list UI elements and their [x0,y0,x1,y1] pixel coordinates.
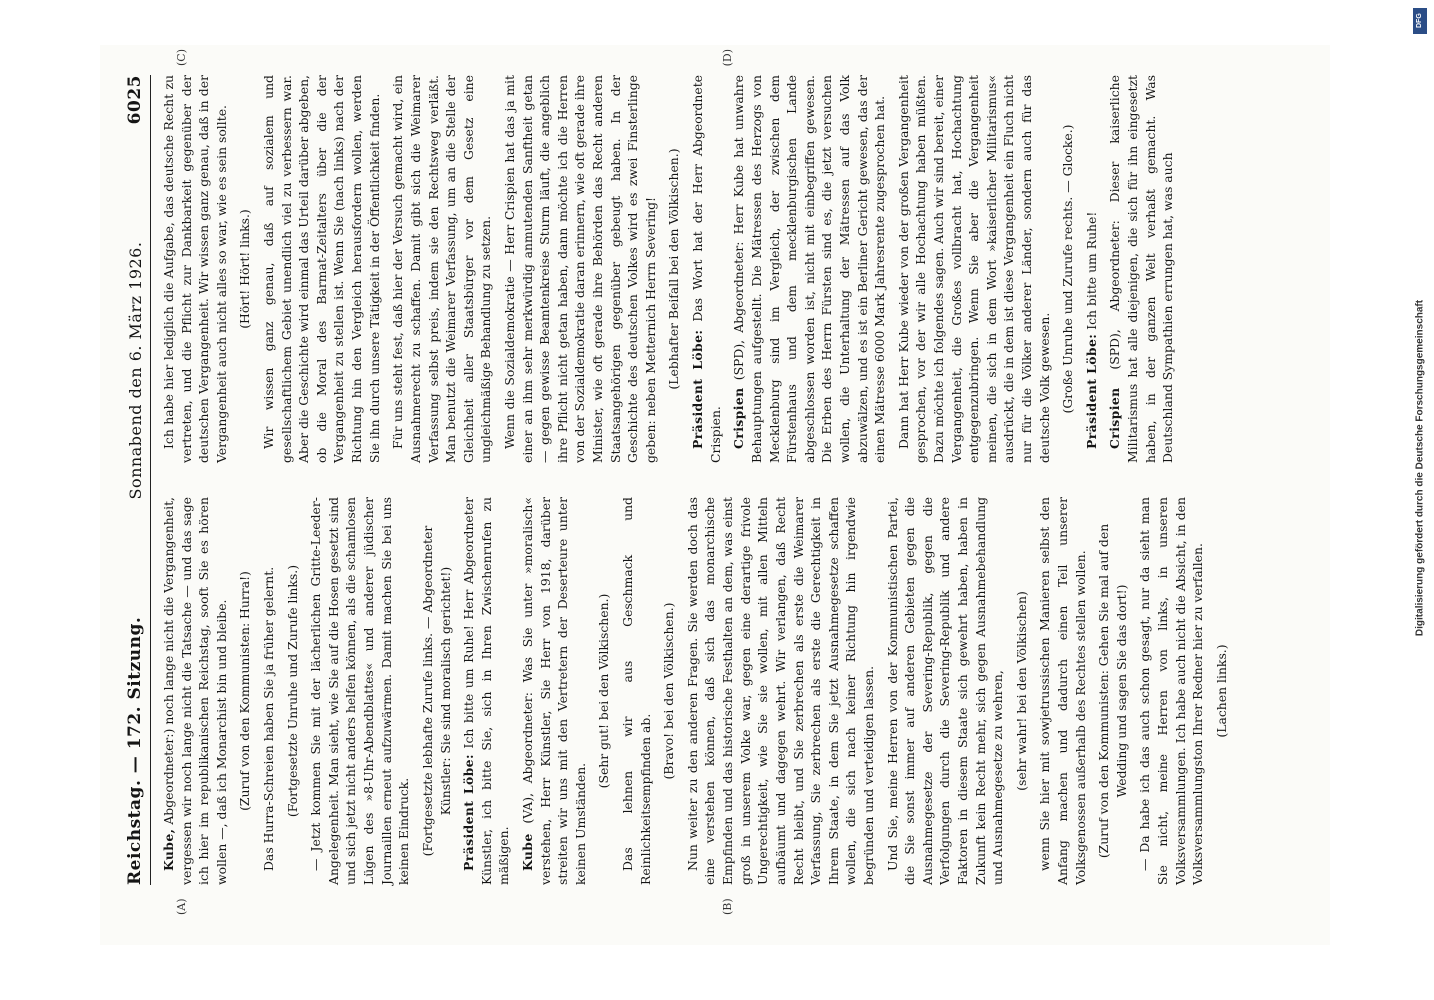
paragraph-text: Ich habe hier lediglich die Aufgabe, das deutsche Recht zu vertreten, und die Pflicht zur Dankbarkeit gegenüber der deutschen Vergangenheit. Wir wissen ganz genau, daß in der Vergangenheit auch nicht alles so war, wie es sein sollte. [161,75,229,463]
paragraph [501,75,659,463]
header-date: Sonnabend den 6. März 1926. [125,241,145,500]
scanned-page-area [80,30,1350,960]
interjection: (Fortgesetzte lebhafte Zurufe links. — Abgeordneter Künstler: Sie sind moralisch gerichtet!) [419,525,453,857]
interjection: (Zuruf von den Kommunisten: Hurra!) [237,571,253,811]
speaker-name: Kube [519,833,535,871]
interjection: (Sehr gut! bei den Völkischen.) [596,593,612,789]
paragraph [160,75,230,463]
paragraph-text: Abgeordneter:) noch lange nicht die Vergangenheit, vergessen wir noch lange nicht die Tatsache — und das sage ich hier im republikanischen Reichstag, sooft Sie es hören wollen —, daß ich Monarchist bin und bleibe. [161,497,229,885]
header-session: Reichstag. — 172. Sitzung. [125,616,145,885]
text-columns [160,49,1310,915]
speaker-name: Präsident Löbe: [461,754,477,871]
interjection: (Lachen links.) [1213,644,1229,738]
paragraph-text: Nun weiter zu den anderen Fragen. Sie werden doch das eine verstehen können, daß sich das monarchische Empfinden und das historische Festhalten an dem, was einst groß in unserem Volke war, gegen eine derartige frivole Ungerechtigkeit, wie Sie sie wollen, mit allen Mitteln aufbäumt und dagegen wehrt. Wir verlangen, daß Recht Recht bleibt, und Sie zerbrechen als erste die Weimarer Verfassung, Sie zerbrechen als erste die Gerechtigkeit in Ihrem Staate, in dem Sie jetzt Ausnahmegesetze schaffen wollen, die sich nach keiner Richtung hin irgendwie begründen und verteidigen lassen. [684,497,876,885]
paragraph [730,75,888,463]
paragraph [389,75,495,463]
paragraph-text: Und Sie, meine Herren von der Kommunistischen Partei, die Sie sonst immer auf anderen Gebieten gegen die Ausnahmegesetze der Severing-Republik, gegen die Verfolgungen durch die Severing-Republik und andere Faktoren in diesem Staate sich gewehrt haben, haben in Zukunft kein Recht mehr, sich gegen Ausnahmebehandlung und Ausnahmegesetze zu wehren, [884,497,1006,885]
interjection: (sehr wahr! bei den Völkischen) [1013,591,1029,791]
paragraph [1036,497,1089,885]
paragraph [1083,75,1101,463]
paragraph-text: Dann hat Herr Kube wieder von der großen Vergangenheit gesprochen, vor der wir alle Hochachtung haben müßten. Dazu möchte ich folgendes sagen. Auch wir sind bereit, einer Vergangenheit, die Großes vollbracht hat, Hochachtung entgegenzubringen. Wenn Sie aber die Vergangenheit meinen, die sich in dem Wort »kaiserlicher Militarismus« ausdrückt, die in dem ist diese Vergangenheit ein Fluch nicht nur für die Völker anderer Länder, sondern auch für das deutsche Volk gewesen. [895,75,1052,463]
paragraph-text: Wir wissen ganz genau, daß auf sozialem und gesellschaftlichem Gebiet unendlich viel zu verbessern war. Aber die Geschichte wird einmal das Urteil darüber abgeben, ob die Moral des Barmat-Zeitalters über die der Vergangenheit zu stellen ist. Wenn Sie (nach links) nach der Richtung hin den Vergleich herausfordern wollen, werden Sie ihn durch unsere Tätigkeit in der Öffentlichkeit finden. [261,75,382,463]
interjection: (Hört! Hört! links.) [237,209,253,329]
paragraph [1106,75,1176,463]
paragraph [884,497,1007,885]
paragraph [689,75,724,463]
paragraph-text: Für uns steht fest, daß hier der Versuch gemacht wird, ein Ausnahmerecht zu schaffen. Damit gibt sich die Weimarer Verfassung selbst preis, indem sie den Rechtsweg verläßt. Man benutzt die Weimarer Verfassung, um an die Stelle der Gleichheit aller Staatsbürger vor dem Gesetz eine ungleichmäßige Behandlung zu setzen. [390,75,494,463]
digitization-note [1412,8,1428,928]
paragraph [519,497,589,885]
speaker-name: Crispien [731,387,747,449]
paragraph-text: Das Hurra-Schreien haben Sie ja früher gelernt. [261,566,277,871]
document-page [100,45,1330,945]
paragraph-text: Ich bitte um Ruhe! Herr Abgeordneter Künstler, ich bitte Sie, sich in Ihren Zwischenrufen zu mäßigen. [461,497,512,885]
page-header [120,75,151,885]
paragraph [260,75,383,463]
interjection: (Bravo! bei den Völkischen.) [661,602,677,780]
interjection: (Lebhafter Beifall bei den Völkischen.) [666,148,682,390]
margin-marker-b: (B) [721,898,734,915]
right-column [160,49,1310,463]
paragraph-text: wenn Sie hier mit sowjetrussischen Manieren selbst den Anfang machen und dadurch einen Teil unserer Volksgenossen außerhalb des Rechtes stellen wollen. [1037,497,1088,885]
paragraph-text: Das lehnen wir aus Geschmack und Reinlichkeitsempfinden ab. [620,497,653,885]
paragraph-text: (SPD), Abgeordneter: Herr Kube hat unwahre Behauptungen aufgestellt. Die Mätressen des Herzogs von Mecklenburg sind im Vergleich, der zwischen dem Fürstenhaus und dem mecklenburgischen Lande abgeschlossen worden ist, nicht mit einbegriffen gewesen. Die Erben des Herrn Fürsten sind es, die jetzt versuchen wollen, die Unterhaltung der Mätressen auf das Volk abzuwälzen, und es ist ein Berliner Gericht gewesen, das der einen Mätresse 6000 Mark Jahresrente zugesprochen hat. [731,75,888,463]
paragraph [619,497,654,885]
paragraph-text: — Jetzt kommen Sie mit der lächerlichen Gritte-Leeder-Angelegenheit. Man sieht, wie Sie auf die Hosen gesetzt sind und sich jetzt nicht anders helfen können, als die schamlosen Lügen des »8-Uhr-Abendblattes« und anderer jüdischer Journaillen erneut aufzuwärmen. Damit machen Sie bei uns keinen Eindruck. [308,497,412,885]
speaker-name: Präsident Löbe: [1083,333,1099,449]
paragraph [160,497,230,885]
interjection: (Große Unruhe und Zurufe rechts. — Glocke.) [1060,124,1076,414]
paragraph [895,75,1053,463]
paragraph [307,497,413,885]
dfg-logo: DFG [1413,8,1427,34]
page-number: 6025 [125,75,145,125]
paragraph-text: Ich bitte um Ruhe! [1083,211,1099,334]
paragraph-text: (SPD), Abgeordneter: Dieser kaiserliche Militarismus hat alle diejenigen, die sich für ihn eingesetzt haben, in der ganzen Welt verhaßt gemacht. Was Deutschland Sympathien errungen hat, was auch [1107,75,1176,463]
digitization-credit: Digitalisierung gefördert durch die Deutsche Forschungsgemeinschaft [1414,299,1426,637]
interjection: (Zuruf von den Kommunisten: Gehen Sie mal auf den Wedding und sagen Sie das dort!) [1096,523,1129,859]
margin-marker-c: (C) [175,49,188,66]
paragraph-text: — Da habe ich das auch schon gesagt, nur da sieht man Sie nicht, meine Herren von links, in unseren Volksversammlungen. Ich habe auch nicht die Absicht, in den Volksversammlungston Ihrer Redner hier zu verfallen. [1137,497,1206,885]
paragraph-text: Wenn die Sozialdemokratie — Herr Crispien hat das ja mit einer an ihm sehr merkwürdig anmutenden Sanftheit getan — gegen gewisse Beamtenkreise Sturm läuft, die angeblich ihre Pflicht nicht getan haben, dann möchte ich die Herren von der Sozialdemokratie daran erinnern, wie oft gerade ihre Minister, wie oft gerade ihre Behörden das Recht anderen Staatsangehörigen gegenüber gebeugt haben. In der Geschichte des deutschen Volkes wird es zwei Finsterlinge geben: neben Metternich Herrn Severing! [501,75,658,463]
paragraph [260,497,278,885]
margin-marker-a: (A) [175,898,188,915]
paragraph [460,497,513,885]
speaker-name: Crispien [1107,387,1123,449]
paragraph [1136,497,1206,885]
left-column [160,497,1310,915]
interjection: (Fortgesetzte Unruhe und Zurufe links.) [284,564,300,818]
paragraph [684,497,878,885]
paragraph-text: (VA), Abgeordneter: Was Sie unter »moralisch« verstehen, Herr Künstler, Sie Herr von 1918, darüber streiten wir uns mit den Vertretern der Deserteure unter keinen Umständen. [519,497,588,885]
speaker-name: Präsident Löbe: [690,329,706,449]
paragraph-text: Das Wort hat der Herr Abgeordnete Crispien. [690,74,723,463]
margin-marker-d: (D) [721,49,734,67]
speaker-name: Kube, [161,828,176,871]
